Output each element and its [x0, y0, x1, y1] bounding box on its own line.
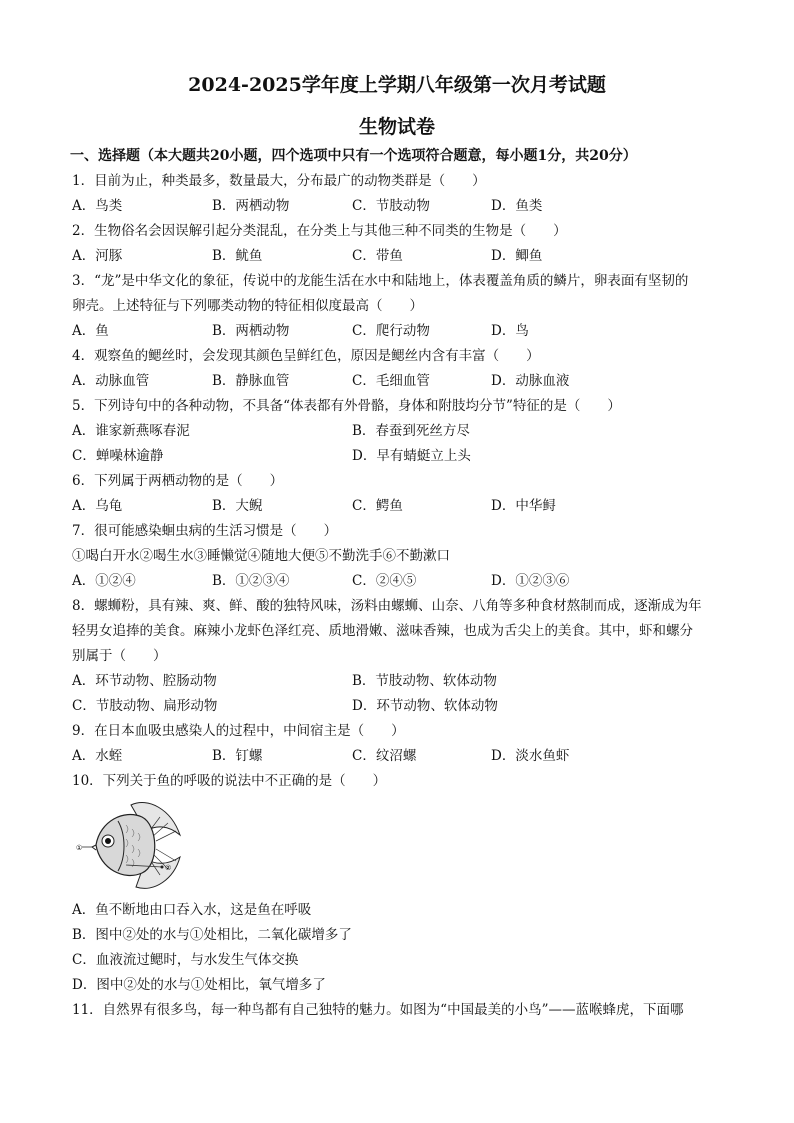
question-1-stem: 1．目前为止，种类最多，数量最大，分布最广的动物类群是（ ） — [72, 173, 486, 189]
question-6-stem: 6．下列属于两栖动物的是（ ） — [72, 473, 284, 489]
section-heading: 一、选择题（本大题共20小题，四个选项中只有一个选项符合题意，每小题1分，共20分） — [70, 148, 637, 164]
question-9-option-b: B．钉螺 — [212, 748, 263, 764]
question-9-stem: 9．在日本血吸虫感染人的过程中，中间宿主是（ ） — [72, 723, 405, 739]
question-4-option-a: A．动脉血管 — [72, 373, 150, 389]
question-10-option-d: D．图中②处的水与①处相比，氧气增多了 — [72, 977, 326, 993]
exam-subtitle: 生物试卷 — [358, 116, 435, 138]
question-6-option-c: C．鳄鱼 — [352, 498, 403, 514]
question-7-option-c: C．②④⑤ — [352, 573, 417, 589]
question-2-option-b: B．鱿鱼 — [212, 248, 263, 264]
question-10-option-b: B．图中②处的水与①处相比，二氧化碳增多了 — [72, 927, 352, 943]
fish-label-2: ② — [165, 864, 172, 872]
question-6-option-d: D．中华鲟 — [491, 498, 556, 514]
question-10-stem: 10．下列关于鱼的呼吸的说法中不正确的是（ ） — [72, 773, 387, 789]
question-4-option-d: D．动脉血液 — [491, 373, 570, 389]
question-7-option-d: D．①②③⑥ — [491, 573, 570, 589]
question-3-option-a: A．鱼 — [72, 323, 109, 339]
question-7-option-b: B．①②③④ — [212, 573, 290, 589]
question-2-option-a: A．河豚 — [72, 248, 123, 264]
question-9-option-d: D．淡水鱼虾 — [491, 748, 570, 764]
question-1-option-b: B．两栖动物 — [212, 198, 290, 214]
question-6-option-b: B．大鲵 — [212, 498, 263, 514]
question-2-option-d: D．鲫鱼 — [491, 248, 543, 264]
question-8-option-b: B．节肢动物、软体动物 — [352, 673, 497, 689]
question-7-option-a: A．①②④ — [72, 573, 136, 589]
question-4-option-b: B．静脉血管 — [212, 373, 290, 389]
question-5-option-b: B．春蚕到死丝方尽 — [352, 423, 470, 439]
question-8-stem-line2: 轻男女追捧的美食。麻辣小龙虾色泽红亮、质地滑嫩、滋味香辣，也成为舌尖上的美食。其中，虾和螺分 — [72, 623, 693, 639]
question-7-items: ①喝白开水②喝生水③睡懒觉④随地大便⑤不勤洗手⑥不勤漱口 — [72, 548, 450, 564]
question-11-stem: 11．自然界有很多鸟，每一种鸟都有自己独特的魅力。如图为“中国最美的小鸟”——蓝喉蜂虎，下面哪 — [72, 1002, 684, 1018]
question-9-option-a: A．水蛭 — [72, 748, 123, 764]
question-8-stem-line3: 别属于（ ） — [72, 648, 167, 664]
question-4-option-c: C．毛细血管 — [352, 373, 430, 389]
question-6-option-a: A．乌龟 — [72, 498, 123, 514]
question-3-stem-line1: 3．“龙”是中华文化的象征，传说中的龙能生活在水中和陆地上，体表覆盖角质的鳞片，卵表面有坚韧的 — [72, 273, 689, 289]
question-5-option-d: D．早有蜻蜓立上头 — [352, 448, 471, 464]
question-2-option-c: C．带鱼 — [352, 248, 403, 264]
question-8-option-a: A．环节动物、腔肠动物 — [72, 673, 217, 689]
fish-label-1: ① — [76, 844, 83, 852]
question-4-stem: 4．观察鱼的鳃丝时，会发现其颜色呈鲜红色，原因是鳃丝内含有丰富（ ） — [72, 348, 540, 364]
fish-figure — [76, 795, 186, 895]
question-5-option-c: C．蝉噪林逾静 — [72, 448, 164, 464]
question-1-option-c: C．节肢动物 — [352, 198, 430, 214]
question-1-option-d: D．鱼类 — [491, 198, 543, 214]
question-3-option-b: B．两栖动物 — [212, 323, 290, 339]
question-5-option-a: A．谁家新燕啄春泥 — [72, 423, 190, 439]
question-2-stem: 2．生物俗名会因误解引起分类混乱，在分类上与其他三种不同类的生物是（ ） — [72, 223, 567, 239]
question-8-option-d: D．环节动物、软体动物 — [352, 698, 498, 714]
question-8-stem-line1: 8．螺蛳粉，具有辣、爽、鲜、酸的独特风味，汤料由螺蛳、山奈、八角等多种食材熬制而成，逐渐成为年 — [72, 598, 702, 614]
question-3-stem-line2: 卵壳。上述特征与下列哪类动物的特征相似度最高（ ） — [72, 298, 423, 314]
question-3-option-c: C．爬行动物 — [352, 323, 430, 339]
question-1-option-a: A．鸟类 — [72, 198, 123, 214]
question-3-option-d: D．鸟 — [491, 323, 529, 339]
question-7-stem: 7．很可能感染蛔虫病的生活习惯是（ ） — [72, 523, 338, 539]
question-9-option-c: C．纹沼螺 — [352, 748, 417, 764]
question-10-option-c: C．血液流过鳃时，与水发生气体交换 — [72, 952, 299, 968]
question-10-option-a: A．鱼不断地由口吞入水，这是鱼在呼吸 — [72, 902, 312, 918]
exam-title: 2024-2025学年度上学期八年级第一次月考试题 — [188, 74, 606, 96]
question-5-stem: 5．下列诗句中的各种动物，不具备“体表都有外骨骼，身体和附肢均分节”特征的是（ ） — [72, 398, 621, 414]
question-8-option-c: C．节肢动物、扁形动物 — [72, 698, 218, 714]
